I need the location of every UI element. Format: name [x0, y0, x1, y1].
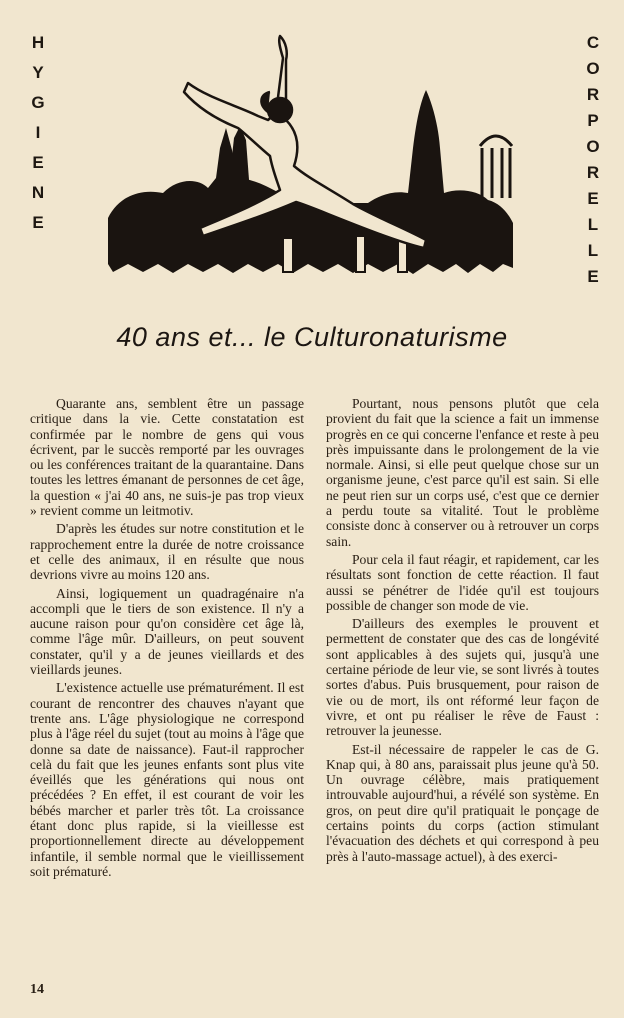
letter: P	[587, 111, 599, 130]
letter: H	[31, 33, 45, 52]
letter: E	[587, 267, 599, 286]
letter: E	[32, 153, 44, 172]
left-column	[30, 396, 304, 882]
letter: L	[587, 215, 599, 234]
paragraph: D'ailleurs des exemples le prouvent et permettent de constater que des cas de longévité sont applicables à des sujets qui, jusqu'à une certaine période de leur vie, se sont livrés à toutes sortes d'abus. Puis brusquement, pour raison de vie ou de mort, ils ont réformé leur façon de vivre, et ont pu réaliser le rêve de Faust : retrouver la jeunesse.	[326, 616, 599, 739]
paragraph: Ainsi, logiquement un quadragénaire n'a accompli que le tiers de son existence. Il n'y a aucune raison pour qu'on considère cet âge là, comme l'âge mûr. D'ailleurs, on peut souvent constater, qu'il y a de jeunes vieillards et des vieillards jeunes.	[30, 585, 304, 678]
grass-strip	[108, 250, 513, 274]
letter: I	[35, 123, 41, 142]
side-heading-corporelle	[583, 30, 603, 290]
pillar	[356, 236, 365, 272]
letter: G	[31, 93, 45, 112]
paragraph: L'existence actuelle use prématurément. Il est courant de rencontrer des chauves n'ayant que trente ans. L'âge physiologique ne correspond plus à l'âge réel du sujet (tout au moins à l'âge que donne sa date de naissance). Faut-il rapprocher celà du fait que les jeunes enfants sont plus vite éveillés que les générations qui nous ont précédées ? En effet, il est courant de voir les bébés marcher et parler très tôt. La croissance étant donc plus rapide, si la vieillesse est proportionnellement directe au développement infantile, il semble normal que le vieillissement soit prématuré.	[30, 680, 304, 879]
paragraph: Est-il nécessaire de rappeler le cas de G. Knap qui, à 80 ans, paraissait plus jeune qu'à 50. Un ouvrage célèbre, mais pratiquement introuvable aujourd'hui, a révélé son système. En gros, on peut dire qu'il pratiquait le ponçage de certains points du corps (action stimulant l'évacuation des déchets et qui correspond à peu près à l'auto-massage actuel), à des exerci-	[326, 741, 599, 864]
letter: E	[32, 213, 44, 232]
page-number: 14	[30, 982, 44, 997]
temple-icon	[480, 136, 512, 198]
letter: N	[31, 183, 45, 202]
pillar	[283, 238, 293, 272]
letter: C	[586, 33, 600, 52]
letter: L	[587, 241, 599, 260]
letter: R	[586, 85, 600, 104]
paragraph: D'après les études sur notre constitution et le rapprochement entre la durée de notre croissance et celle des animaux, il en résulte que nous devrions vivre au moins 120 ans.	[30, 521, 304, 583]
paragraph: Pour cela il faut réagir, et rapidement, car les résultats sont fonction de cette réaction. Il faut aussi se pénétrer de l'idée qu'il est toujours possible de changer son mode de vie.	[326, 551, 599, 613]
letter: O	[586, 59, 600, 78]
letter: O	[586, 137, 600, 156]
article-title: 40 ans et... le Culturonaturisme	[116, 322, 508, 352]
side-heading-hygiene	[28, 28, 48, 238]
dancer-illustration	[108, 28, 513, 290]
paragraph: Pourtant, nous pensons plutôt que cela provient du fait que la science a fait un immense progrès en ce qui concerne l'enfance et reste à peu près impuissante dans le prolongement de la vie normale. Ainsi, si elle peut quelque chose sur un organisme jeune, c'est parce qu'il est sain. Si elle ne peut rien sur un corps usé, c'est que ce dernier a perdu toute sa vitalité. Tout le problème consiste donc à conserver ou à retrouver un corps sain.	[326, 396, 599, 549]
right-column	[326, 396, 599, 867]
pillar	[398, 240, 407, 272]
letter: E	[587, 189, 599, 208]
letter: Y	[32, 63, 44, 82]
paragraph: Quarante ans, semblent être un passage critique dans la vie. Cette constatation est confirmée par le nombre de gens qui vous écrivent, par le succès remporté par les ouvrages ou les conférences traitant de la quarantaine. Dans toutes les lettres émanant de personnes de cet âge, la question « j'ai 40 ans, ne suis-je pas trop vieux » revient comme un leitmotiv.	[30, 396, 304, 519]
letter: R	[586, 163, 600, 182]
